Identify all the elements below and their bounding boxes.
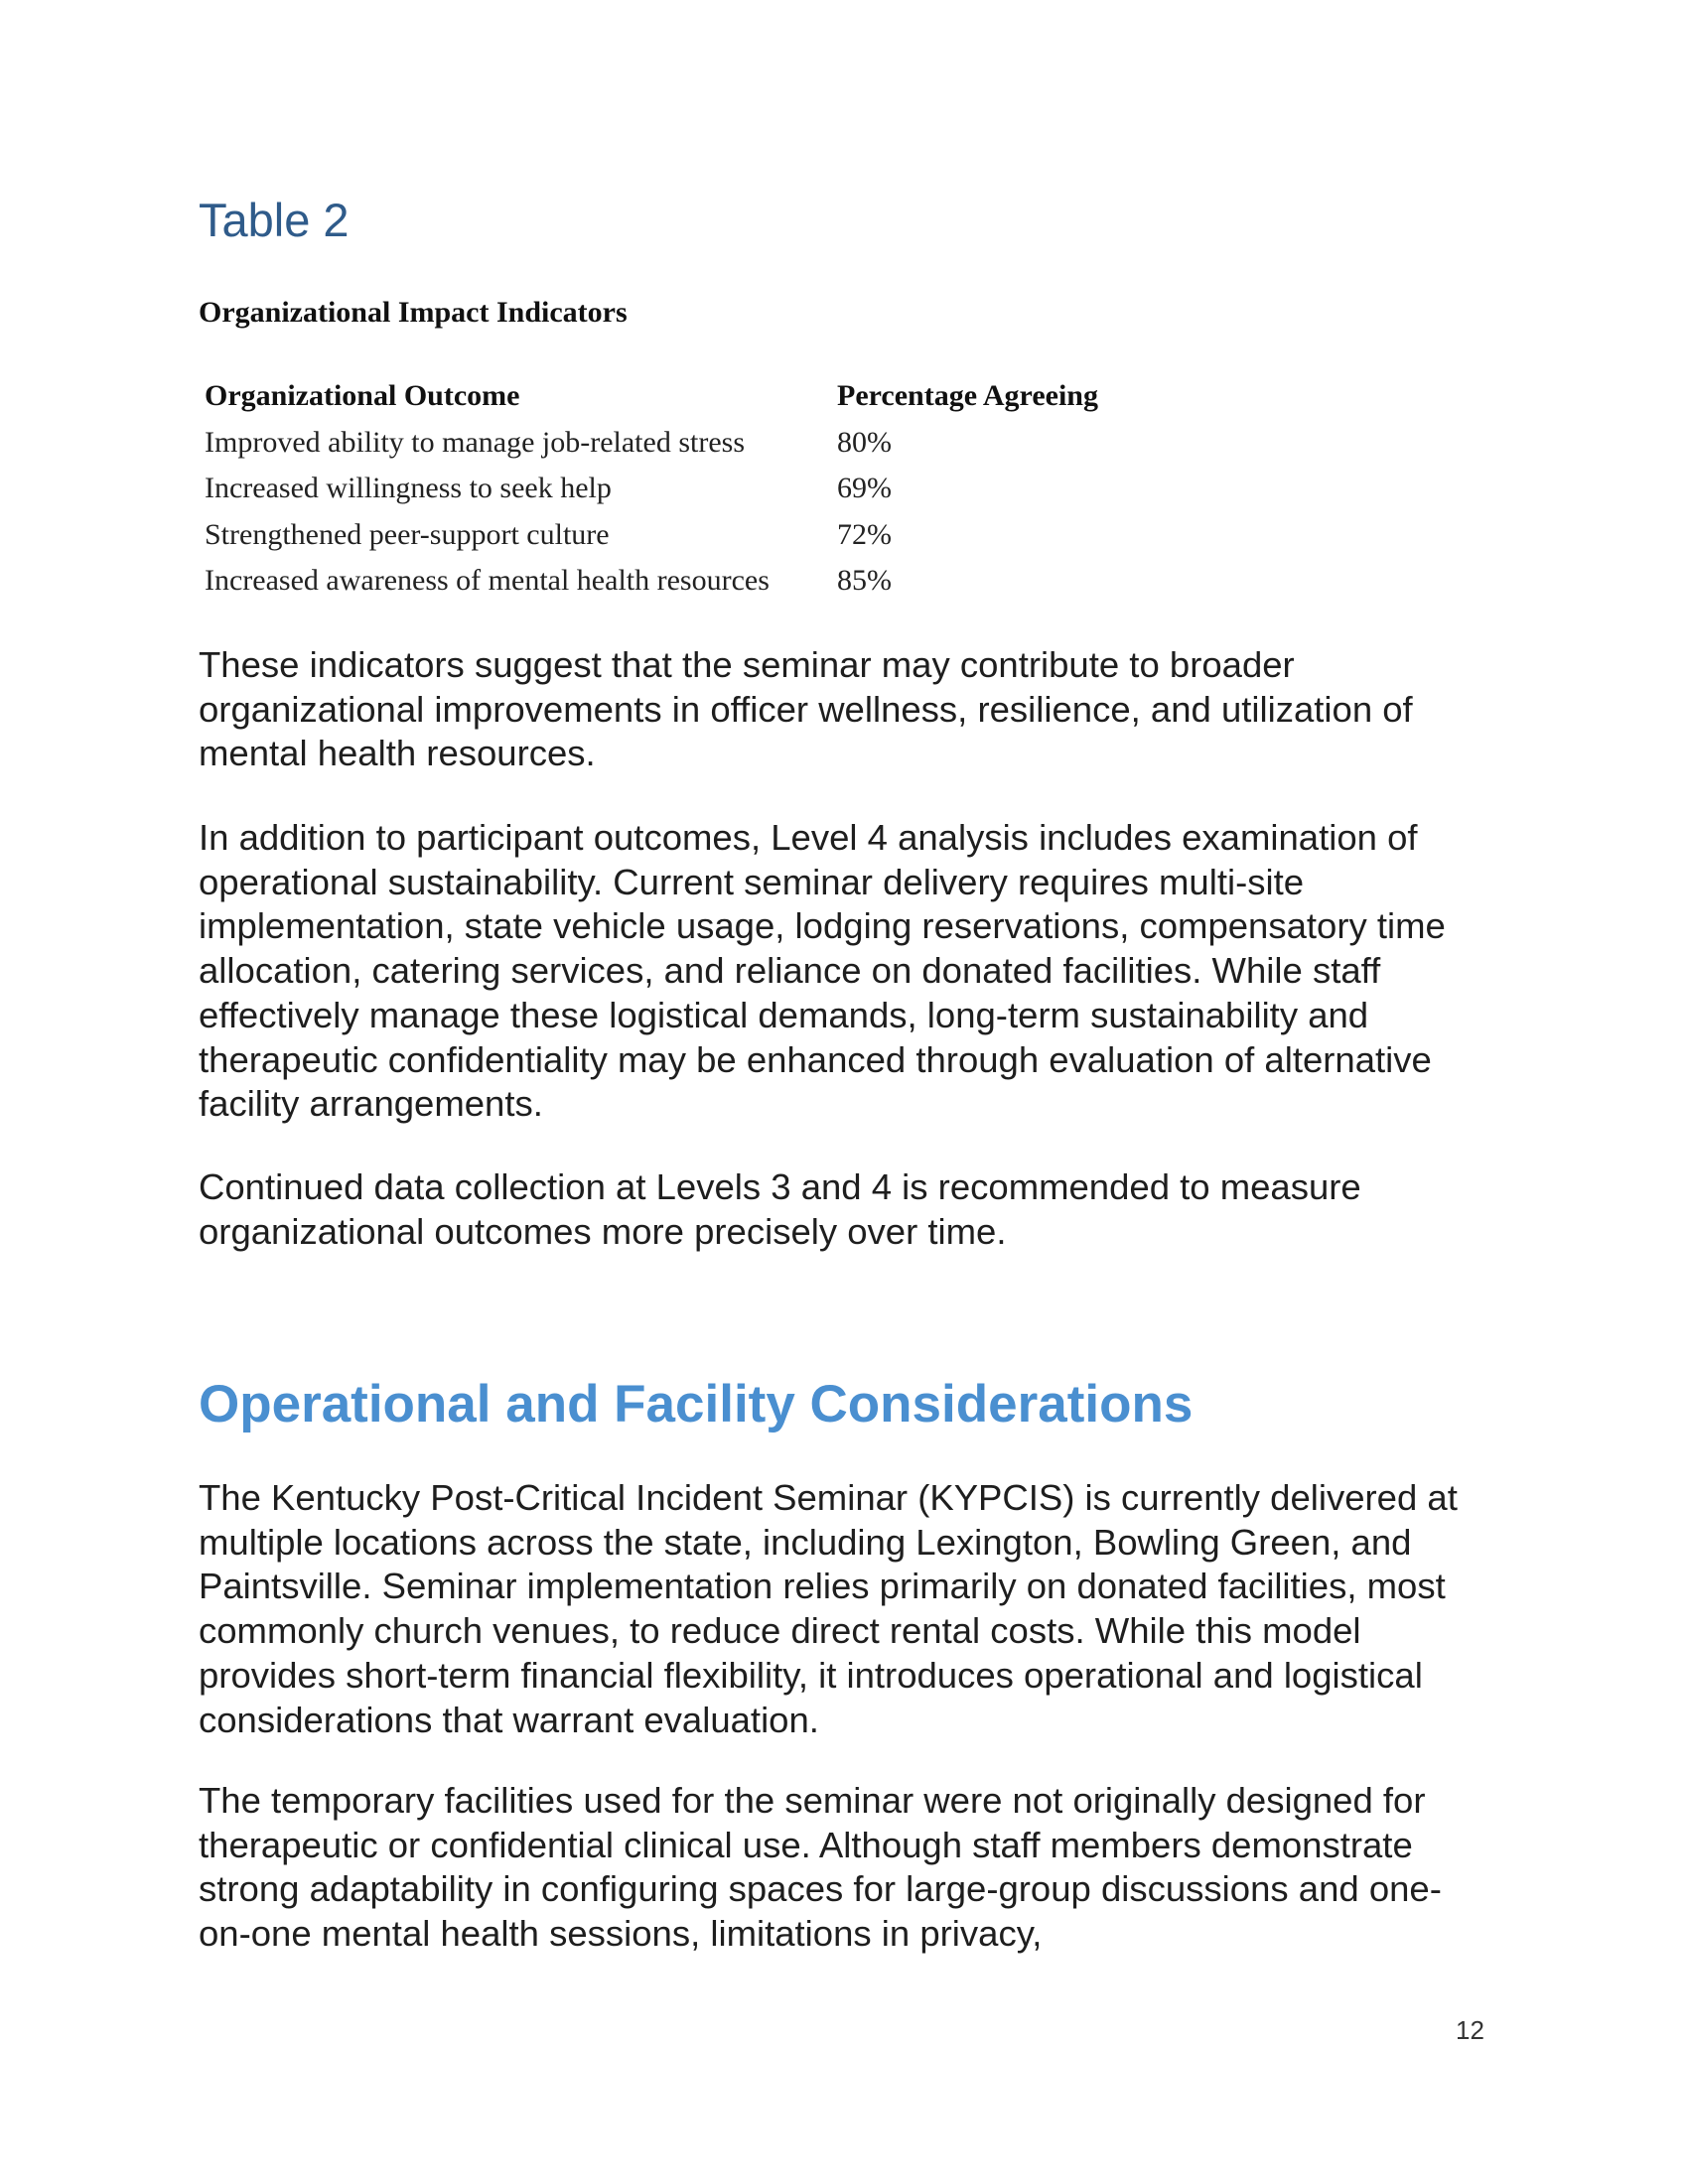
percentage-cell: 85% — [837, 564, 892, 598]
table-header-row — [199, 373, 1104, 420]
impact-indicators-table — [199, 373, 1104, 605]
table-caption: Organizational Impact Indicators — [199, 296, 628, 329]
outcome-cell: Increased awareness of mental health resources — [205, 564, 770, 598]
column-header-outcome: Organizational Outcome — [205, 379, 520, 413]
page-number: 12 — [1456, 2015, 1484, 2045]
outcome-cell: Improved ability to manage job-related stress — [205, 425, 745, 459]
percentage-cell: 69% — [837, 472, 892, 505]
table-title: Table 2 — [199, 194, 350, 246]
column-header-percentage: Percentage Agreeing — [837, 379, 1098, 413]
percentage-cell: 80% — [837, 425, 892, 459]
table-row — [199, 512, 1104, 559]
section-heading: Operational and Facility Considerations — [199, 1375, 1194, 1433]
outcome-cell: Strengthened peer-support culture — [205, 517, 610, 551]
body-paragraph-facilities: The temporary facilities used for the seminar were not originally designed for therapeutic or confidential clinical use. Although staff members demonstrate strong adaptability in configuring spaces for large-group discussions and one-on-one mental health sessions, limitations in privacy, — [199, 1780, 1442, 1955]
body-paragraph-kypcis: The Kentucky Post-Critical Incident Seminar (KYPCIS) is currently delivered at multiple locations across the state, including Lexington, Bowling Green, and Paintsville. Seminar implementation relies primarily on donated facilities, most commonly church venues, to reduce direct rental costs. While this model provides short-term financial flexibility, it introduces operational and logistical considerations that warrant evaluation. — [199, 1477, 1458, 1740]
table-row — [199, 420, 1104, 467]
table-row — [199, 466, 1104, 512]
outcome-cell: Increased willingness to seek help — [205, 472, 612, 505]
body-paragraph-data-collection: Continued data collection at Levels 3 and 4 is recommended to measure organizational outcomes more precisely over time. — [199, 1166, 1361, 1252]
percentage-cell: 72% — [837, 517, 892, 551]
table-row — [199, 558, 1104, 605]
body-paragraph-sustainability: In addition to participant outcomes, Level 4 analysis includes examination of operational sustainability. Current seminar delivery requires multi-site implementation, state vehicle usage, lodging reservations, compensatory time allocation, catering services, and reliance on donated facilities. While staff effectively manage these logistical demands, long-term sustainability and therapeutic confidentiality may be enhanced through evaluation of alternative facility arrangements. — [199, 817, 1446, 1125]
body-paragraph-indicators: These indicators suggest that the seminar may contribute to broader organizational improvements in officer wellness, resilience, and utilization of mental health resources. — [199, 644, 1413, 774]
